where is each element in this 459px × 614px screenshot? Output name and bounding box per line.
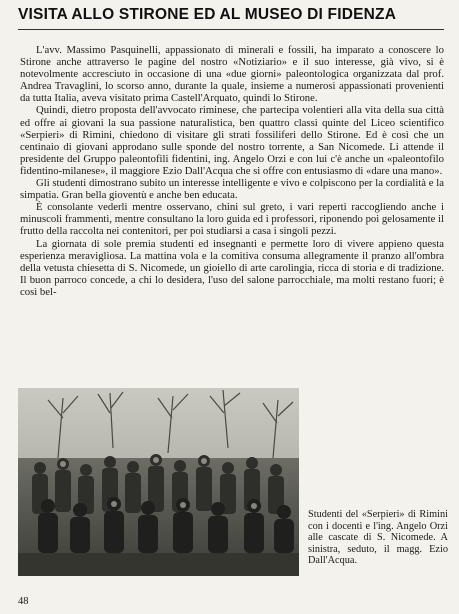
paragraph-3: Gli studenti dimostrano subito un interesse intelligente e vivo e colpiscono per la cordialità e la simpatia. Gran bella gioventù e anche ben educata. [20,177,444,202]
paragraph-4: È consolante vederli mentre osservano, chini sul greto, i vari reperti raccogliendo anche i minuscoli frammenti, mentre consultano la loro guida ed i professori, riponendo poi gelosamente il frutto della raccolta nei contenitori, per poi studiarsi a casa i singoli pezzi. [20,201,444,238]
paragraph-1: L'avv. Massimo Pasquinelli, appassionato di minerali e fossili, ha imparato a conoscere lo Stirone anche attraverso le pagine del nostro «Notiziario» e il suo interesse, già vivo, si è notevolmente accresciuto in occasione di una «due giorni» paleontologica organizzata dal prof. Andrea Travaglini, lo scorso anno, durante la quale, insieme a numerosi appassionati provenienti da tutta Italia, aveva visitato prima Castell'Arquato, quindi lo Stirone. [20,44,444,105]
paragraph-5: La giornata di sole premia studenti ed insegnanti e permette loro di vivere appieno questa esperienza meravigliosa. La mattina vola e la comitiva consuma allegramente il pranzo all'ombra della vetusta chiesetta di S. Nicomede, un gioiello di arte carolingia, ricca di storia e di tradizione. Il buon parroco concede, a chi lo desidera, l'uso del salone parrocchiale, ma molti restano fuori; è così bel- [20,237,444,298]
article-title: VISITA ALLO STIRONE ED AL MUSEO DI FIDENZA [18,6,444,30]
page-number: 48 [18,596,29,607]
paragraph-2: Quindi, dietro proposta dell'avvocato riminese, che partecipa volentieri alla vita della sua città ed offre ai giovani la sua passione naturalistica, ben quattro classi quinte del Liceo scientifico «Serpieri» di Rimini, chiedono di visitare gli strati fossiliferi dello Stirone. Ed è così che un centinaio di giovani approdano sulle sponde del nostro torrente, a San Nicomede. Li attende il presidente del Gruppo paleontofili fidentini, ing. Angelo Orzi e con lui c'è anche un «paleontofilo fidentino-milanese», il maggiore Ezio Dall'Acqua che si offre con entusiasmo di «dare una mano». [20,104,444,177]
group-photo-image [18,388,299,576]
group-photo [18,388,299,576]
photo-caption: Studenti del «Serpieri» di Rimini con i docenti e l'ing. Angelo Orzi alle cascate di S. Nicomede. A sinistra, seduto, il magg. Ezio Dall'Acqua. [308,509,448,567]
article-body [20,44,444,298]
